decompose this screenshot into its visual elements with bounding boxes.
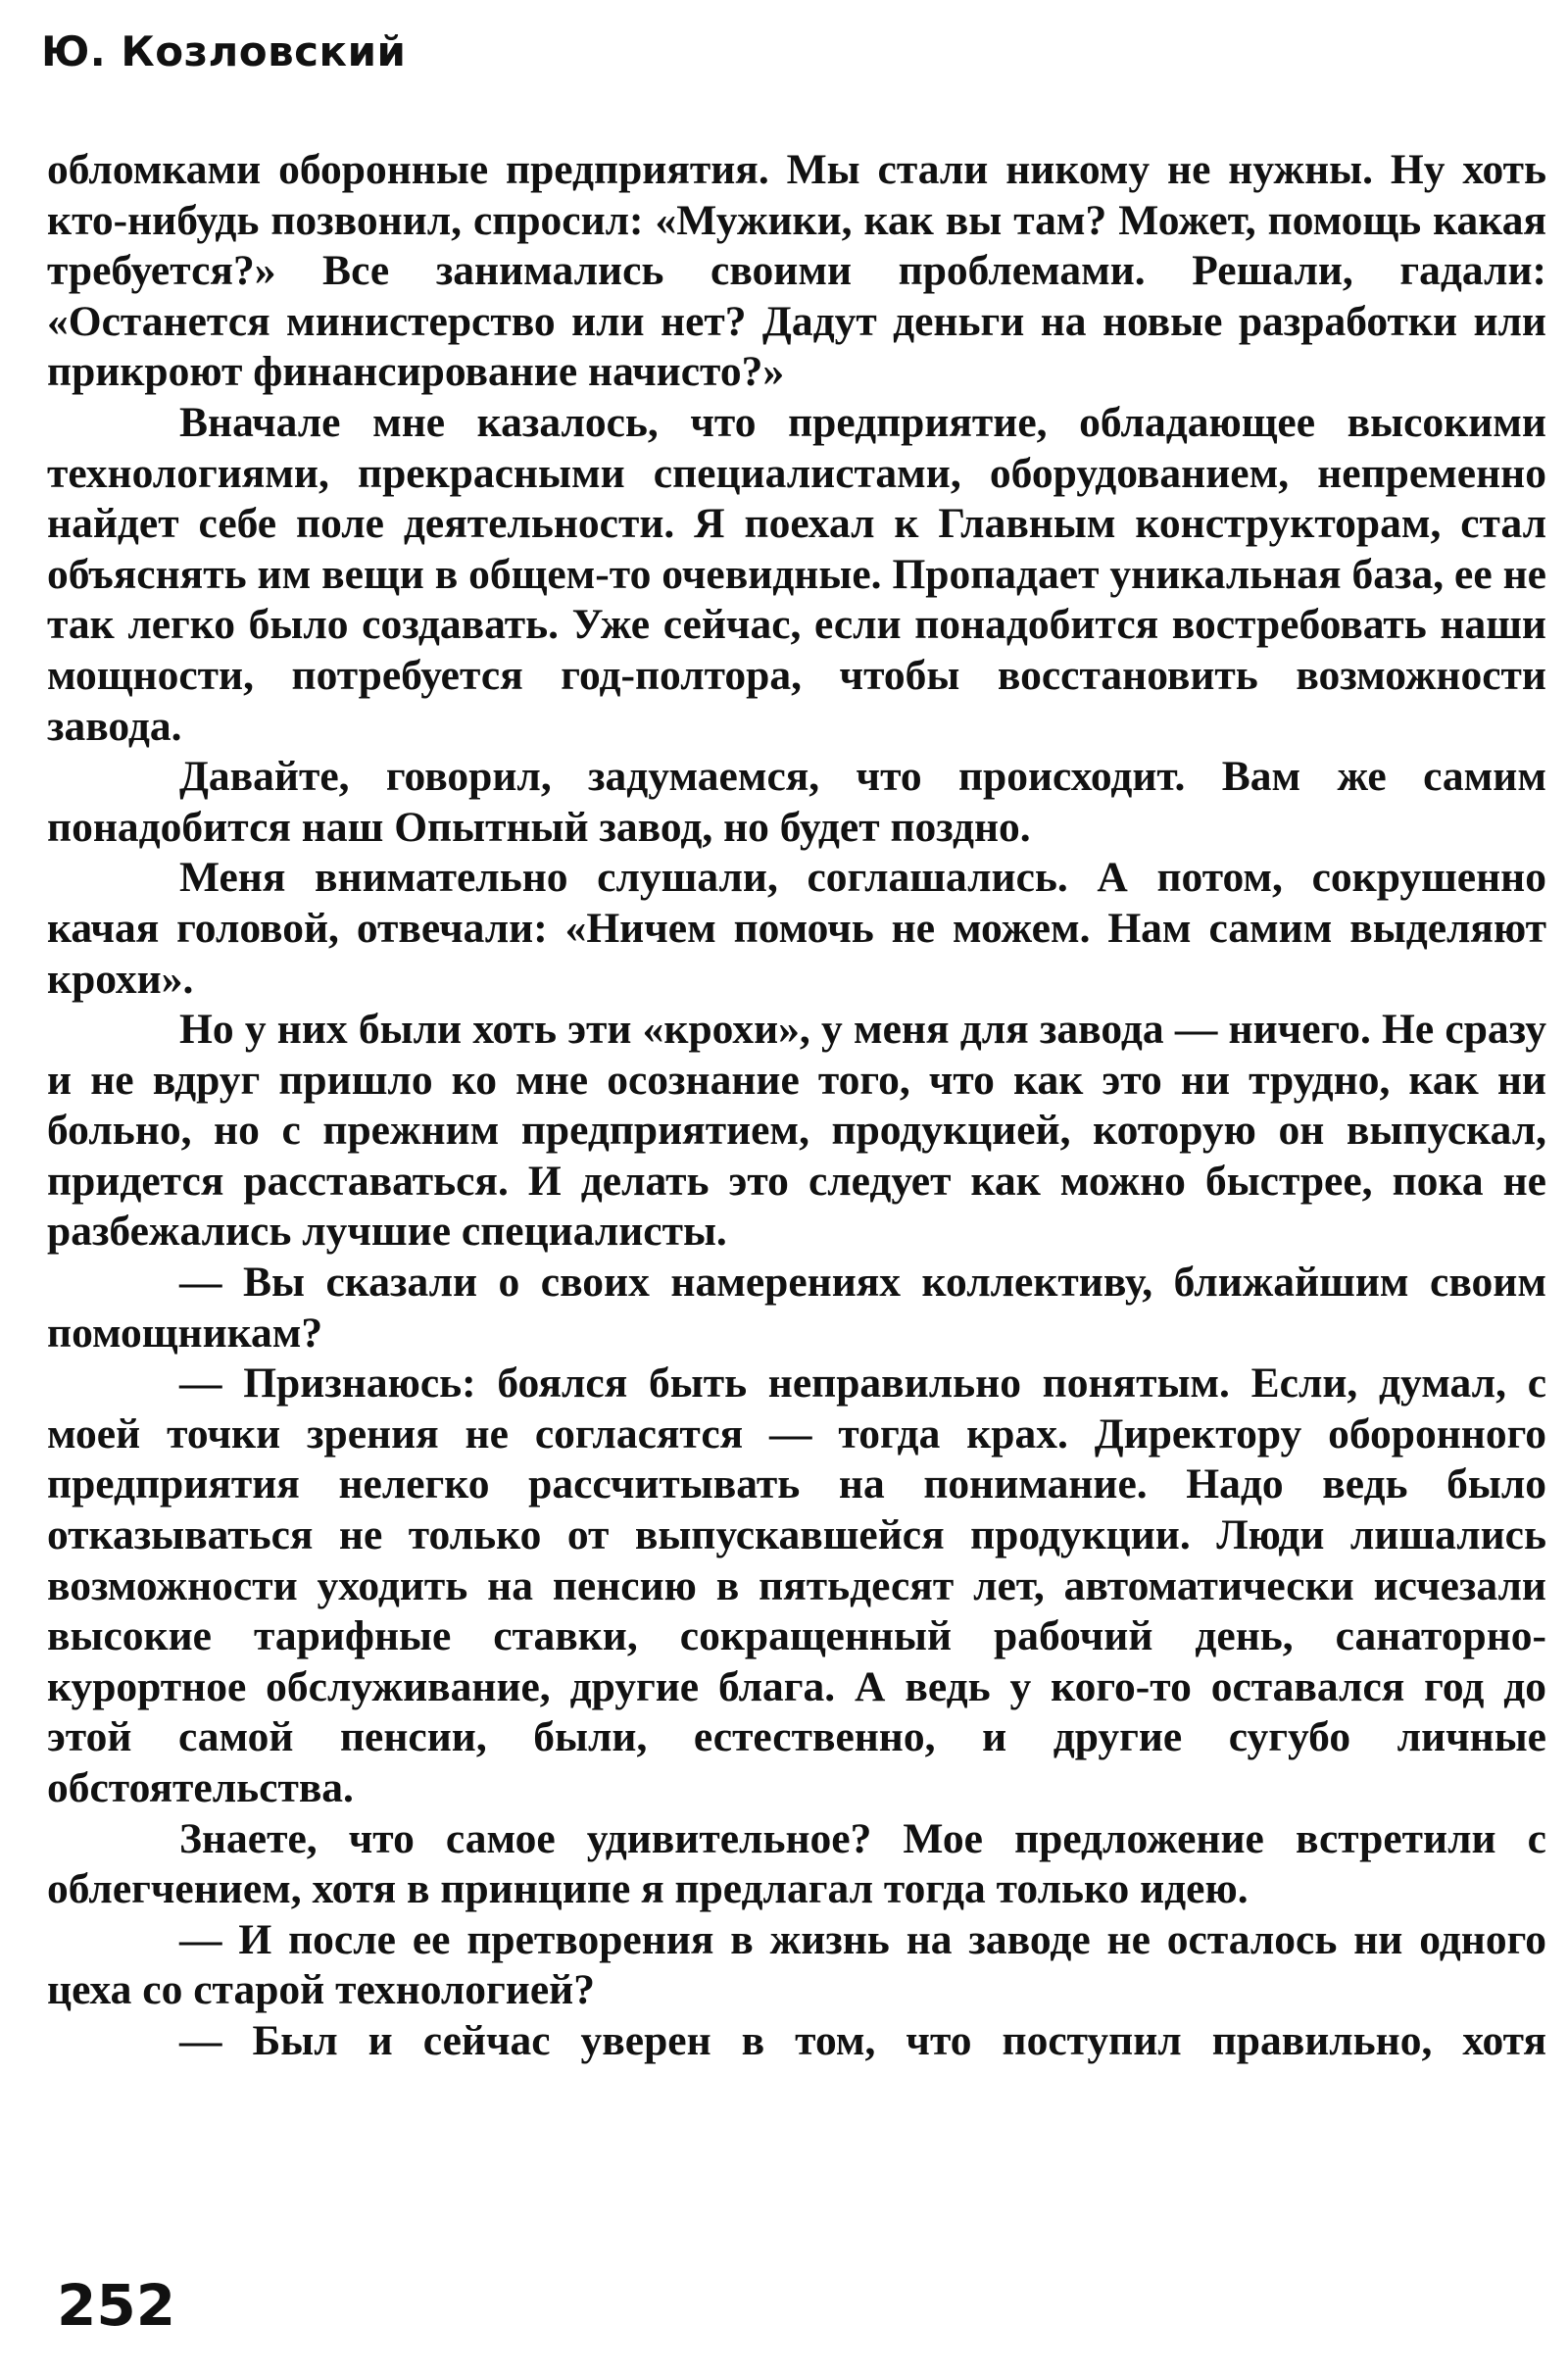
paragraph: — Вы сказали о своих намерениях коллективу, ближайшим своим помощникам? (47, 1259, 1546, 1357)
paragraph: — И после ее претворения в жизнь на заводе не осталось ни одного цеха со старой технологией? (47, 1915, 1546, 2014)
paragraph: Знаете, что самое удивительное? Мое предложение встретили с облегчением, хотя в принципе я предлагал тогда только идею. (47, 1814, 1546, 1913)
page-number: 252 (57, 2272, 176, 2339)
paragraph: — Признаюсь: боялся быть неправильно понятым. Если, думал, с моей точки зрения не согласятся — тогда крах. Директору оборонного предприятия нелегко рассчитывать на понимание. Надо ведь было отказываться не только от выпускавшейся продукции. Люди лишались возможности уходить на пенсию в пятьдесят лет, автоматически исчезали высокие тарифные ставки, сокращенный рабочий день, санаторно-курортное обслуживание, другие блага. А ведь у кого-то оставался год до этой самой пенсии, были, естественно, и другие сугубо личные обстоятельства. (47, 1360, 1546, 1811)
running-head: Ю. Козловский (41, 27, 407, 75)
paragraph: Вначале мне казалось, что предприятие, обладающее высокими технологиями, прекрасными специалистами, оборудованием, непременно найдет себе поле деятельности. Я поехал к Главным конструкторам, стал объяснять им вещи в общем-то очевидные. Пропадает уникальная база, ее не так легко было создавать. Уже сейчас, если понадобится востребовать наши мощности, потребуется год-полтора, чтобы восстановить возможности завода. (47, 398, 1546, 750)
body-text (47, 145, 1546, 2067)
paragraph: — Был и сейчас уверен в том, что поступил правильно, хотя (179, 2016, 1546, 2064)
paragraph: обломками оборонные предприятия. Мы стали никому не нужны. Ну хоть кто-нибудь позвонил, спросил: «Мужики, как вы там? Может, помощь какая требуется?» Все занимались своими проблемами. Решали, гадали: «Останется министерство или нет? Дадут деньги на новые разработки или прикроют финансирование начисто?» (47, 146, 1546, 396)
paragraph: Давайте, говорил, задумаемся, что происходит. Вам же самим понадобится наш Опытный завод, но будет поздно. (47, 753, 1546, 851)
paragraph: Но у них были хоть эти «крохи», у меня для завода — ничего. Не сразу и не вдруг пришло ко мне осознание того, что как это ни трудно, как ни больно, но с прежним предприятием, продукцией, которую он выпускал, придется расставаться. И делать это следует как можно быстрее, пока не разбежались лучшие специалисты. (47, 1006, 1546, 1256)
paragraph: Меня внимательно слушали, соглашались. А потом, сокрушенно качая головой, отвечали: «Ничем помочь не можем. Нам самим выделяют крохи». (47, 854, 1546, 1003)
